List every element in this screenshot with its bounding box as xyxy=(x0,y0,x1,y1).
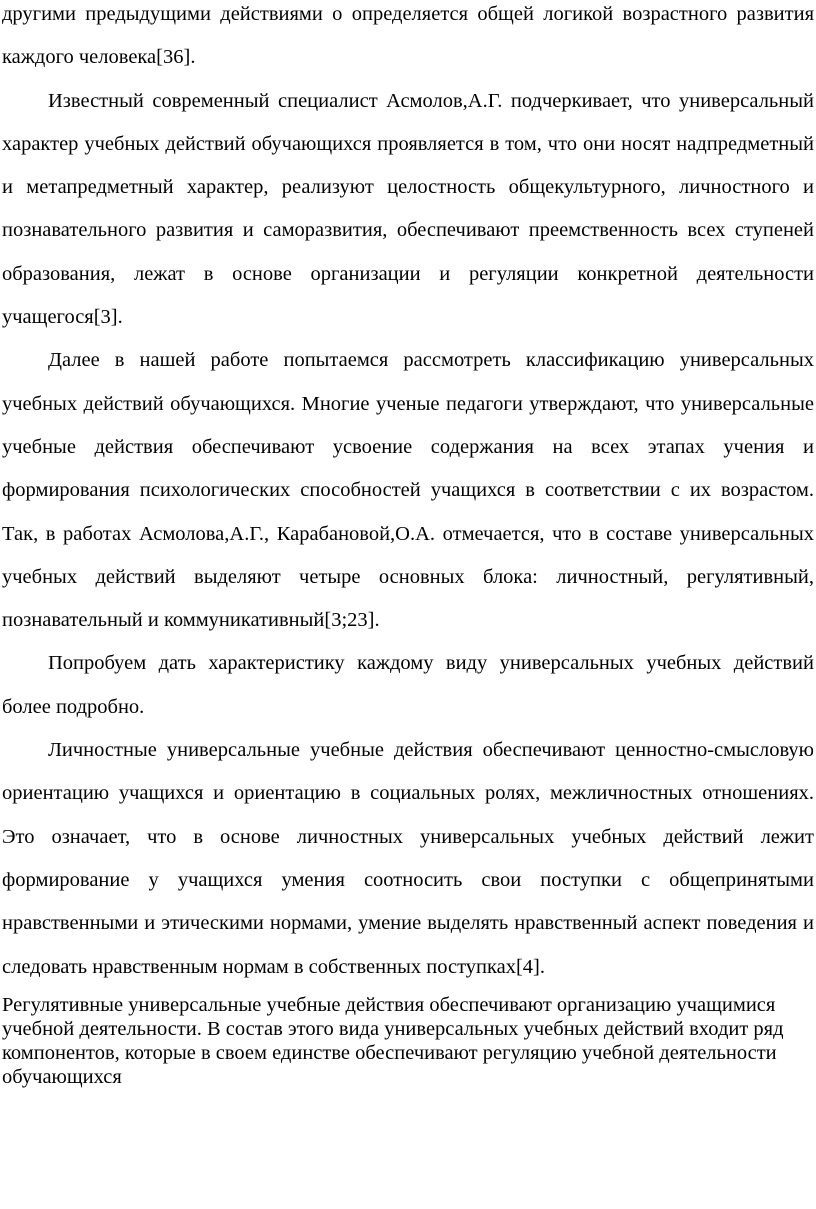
paragraph-regulatory-actions: Регулятивные универсальные учебные действия обеспечивают организацию учащимися учебной деятельности. В состав этого вида универсальных учебных действий входит ряд компонентов, которые в своем единстве обеспечивают регуляцию учебной деятельности обучающихся xyxy=(2,993,784,1088)
paragraph-characteristics: Попробуем дать характеристику каждому виду универсальных учебных действий более подробно. xyxy=(2,652,814,718)
paragraph-classification: Далее в нашей работе попытаемся рассмотреть классификацию универсальных учебных действий обучающихся. Многие ученые педагоги утверждают, что универсальные учебные действия обеспечивают усвоение содержания на всех этапах учения и формирования психологических способностей учащихся в соответствии с их возрастом. Так, в работах Асмолова,А.Г., Карабановой,О.А. отмечается, что в составе универсальных учебных действий выделяют четыре основных блока: личностный, регулятивный, познавательный и коммуникативный[3;23]. xyxy=(2,349,814,632)
paragraph-personal-actions: Личностные универсальные учебные действия обеспечивают ценностно-смысловую ориентацию учащихся и ориентацию в социальных ролях, межличностных отношениях. Это означает, что в основе личностных универсальных учебных действий лежит формирование у учащихся умения соотносить свои поступки с общепринятыми нравственными и этическими нормами, умение выделять нравственный аспект поведения и следовать нравственным нормам в собственных поступках[4]. xyxy=(2,739,814,978)
paragraph-continuation: другими предыдущими действиями о определяется общей логикой возрастного развития каждого человека[36]. xyxy=(2,3,814,69)
paragraph-asmolov: Известный современный специалист Асмолов,А.Г. подчеркивает, что универсальный характер учебных действий обучающихся проявляется в том, что они носят надпредметный и метапредметный характер, реализуют целостность общекультурного, личностного и познавательного развития и саморазвития, обеспечивают преемственность всех ступеней образования, лежат в основе организации и регуляции конкретной деятельности учащегося[3]. xyxy=(2,89,814,329)
